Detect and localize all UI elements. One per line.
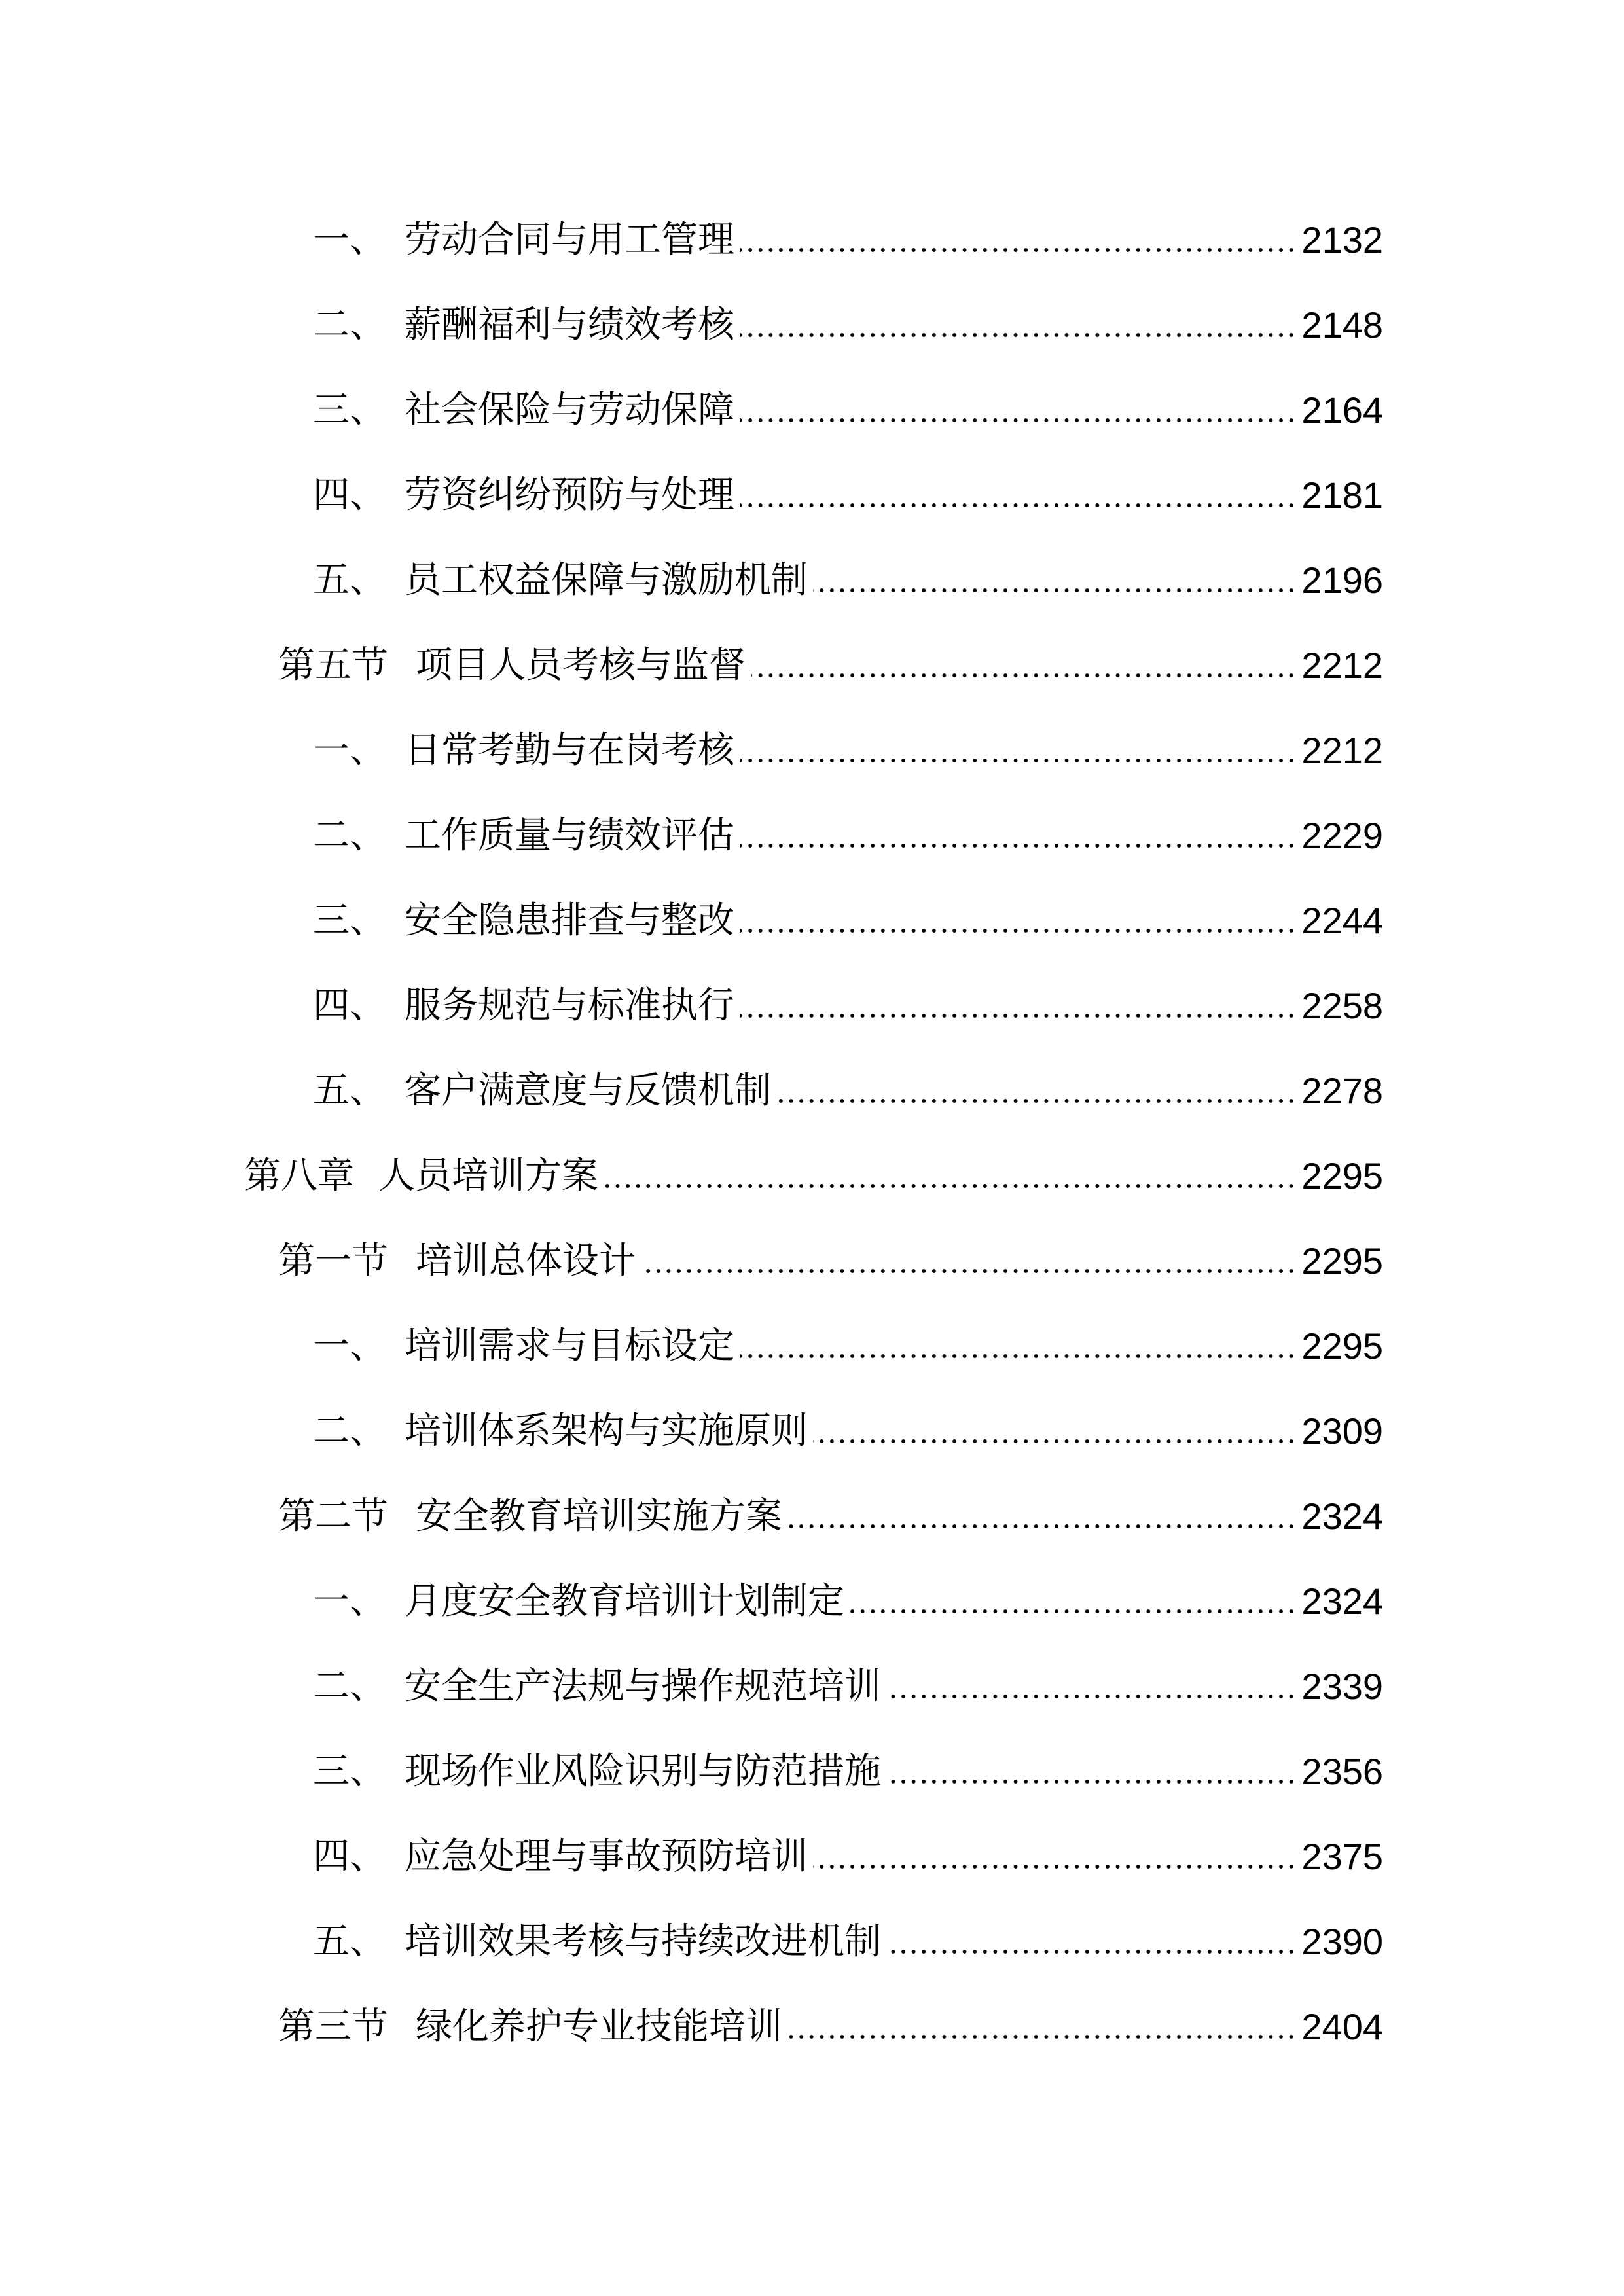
dot-leader xyxy=(813,587,1296,594)
toc-entry-title: 日常考勤与在岗考核 xyxy=(405,729,734,772)
toc-entry-title: 项目人员考核与监督 xyxy=(416,644,746,687)
toc-entry-number: 三、 xyxy=(313,899,386,942)
dot-leader xyxy=(740,842,1296,849)
toc-entry[interactable] xyxy=(313,891,1383,950)
dot-leader xyxy=(641,1268,1296,1274)
toc-entry-page: 2164 xyxy=(1301,389,1383,431)
dot-leader xyxy=(850,1608,1296,1615)
toc-entry-title: 劳动合同与用工管理 xyxy=(405,219,734,261)
toc-entry-number: 二、 xyxy=(313,304,386,346)
toc-entry[interactable] xyxy=(313,1912,1383,1971)
toc-entry[interactable] xyxy=(313,806,1383,865)
toc-entry-number: 第五节 xyxy=(278,644,388,687)
toc-entry-page: 2295 xyxy=(1301,1155,1383,1196)
toc-entry-title: 安全隐患排查与整改 xyxy=(405,899,734,942)
dot-leader xyxy=(740,1013,1296,1019)
dot-leader xyxy=(751,672,1296,679)
toc-entry-title: 绿化养护专业技能培训 xyxy=(416,2005,782,2048)
dot-leader xyxy=(740,417,1296,423)
dot-leader xyxy=(740,927,1296,934)
toc-entry-title: 应急处理与事故预防培训 xyxy=(405,1835,808,1878)
toc-entry[interactable] xyxy=(313,1402,1383,1461)
toc-entry[interactable] xyxy=(313,1827,1383,1886)
dot-leader xyxy=(787,1523,1296,1530)
toc-entry-title: 员工权益保障与激励机制 xyxy=(405,559,808,601)
toc-entry[interactable] xyxy=(313,977,1383,1035)
toc-entry[interactable] xyxy=(313,1062,1383,1121)
dot-leader xyxy=(740,332,1296,338)
toc-entry-title: 培训效果考核与持续改进机制 xyxy=(405,1920,881,1963)
toc-entry-title: 社会保险与劳动保障 xyxy=(405,389,734,431)
toc-entry-number: 五、 xyxy=(313,1920,386,1963)
toc-entry-page: 2295 xyxy=(1301,1240,1383,1282)
toc-entry-page: 2132 xyxy=(1301,219,1383,260)
toc-entry-page: 2244 xyxy=(1301,900,1383,941)
dot-leader xyxy=(813,1863,1296,1870)
toc-entry-page: 2212 xyxy=(1301,730,1383,771)
toc-entry[interactable] xyxy=(313,1657,1383,1716)
toc-entry-title: 培训需求与目标设定 xyxy=(405,1325,734,1367)
toc-entry-page: 2404 xyxy=(1301,2006,1383,2047)
toc-entry-title: 劳资纠纷预防与处理 xyxy=(405,474,734,516)
toc-entry-page: 2309 xyxy=(1301,1410,1383,1452)
toc-entry[interactable] xyxy=(313,721,1383,780)
toc-entry[interactable] xyxy=(278,636,1383,695)
toc-entry-number: 一、 xyxy=(313,1325,386,1367)
toc-entry-page: 2375 xyxy=(1301,1836,1383,1877)
toc-entry-number: 一、 xyxy=(313,1580,386,1623)
toc-entry-number: 二、 xyxy=(313,1410,386,1452)
toc-entry-title: 服务规范与标准执行 xyxy=(405,984,734,1027)
toc-entry[interactable] xyxy=(278,1487,1383,1546)
dot-leader xyxy=(787,2034,1296,2040)
dot-leader xyxy=(740,1353,1296,1359)
toc-entry-number: 第八章 xyxy=(244,1155,354,1197)
toc-entry-number: 四、 xyxy=(313,474,386,516)
toc-entry-title: 薪酬福利与绩效考核 xyxy=(405,304,734,346)
toc-entry-page: 2324 xyxy=(1301,1581,1383,1622)
toc-entry[interactable] xyxy=(313,296,1383,355)
toc-entry-title: 工作质量与绩效评估 xyxy=(405,814,734,857)
toc-entry-page: 2324 xyxy=(1301,1496,1383,1537)
toc-entry[interactable] xyxy=(313,1742,1383,1801)
toc-entry[interactable] xyxy=(278,1998,1383,2056)
toc-entry-page: 2258 xyxy=(1301,985,1383,1026)
dot-leader xyxy=(740,502,1296,509)
toc-entry-number: 三、 xyxy=(313,1750,386,1793)
toc-entry-number: 一、 xyxy=(313,729,386,772)
toc-entry-page: 2339 xyxy=(1301,1666,1383,1707)
toc-entry[interactable] xyxy=(313,211,1383,270)
toc-entry-page: 2390 xyxy=(1301,1921,1383,1962)
toc-entry-number: 第三节 xyxy=(278,2005,388,2048)
dot-leader xyxy=(886,1693,1296,1700)
toc-entry-title: 培训总体设计 xyxy=(416,1240,636,1282)
dot-leader xyxy=(813,1438,1296,1444)
toc-entry[interactable] xyxy=(313,551,1383,610)
toc-entry-page: 2278 xyxy=(1301,1070,1383,1111)
toc-entry[interactable] xyxy=(313,1572,1383,1631)
toc-entry[interactable] xyxy=(313,1317,1383,1376)
toc-entry-title: 现场作业风险识别与防范措施 xyxy=(405,1750,881,1793)
toc-entry[interactable] xyxy=(278,1232,1383,1291)
toc-entry[interactable] xyxy=(244,1147,1383,1206)
toc-entry[interactable] xyxy=(313,466,1383,525)
toc-entry[interactable] xyxy=(313,381,1383,440)
dot-leader xyxy=(740,757,1296,764)
toc-entry-page: 2229 xyxy=(1301,815,1383,856)
dot-leader xyxy=(886,1948,1296,1955)
dot-leader xyxy=(776,1098,1296,1104)
toc-entry-title: 客户满意度与反馈机制 xyxy=(405,1069,771,1112)
toc-entry-page: 2181 xyxy=(1301,475,1383,516)
toc-entry-number: 第一节 xyxy=(278,1240,388,1282)
dot-leader xyxy=(886,1778,1296,1785)
toc-entry-number: 四、 xyxy=(313,1835,386,1878)
toc-entry-page: 2295 xyxy=(1301,1325,1383,1367)
toc-entry-page: 2148 xyxy=(1301,304,1383,346)
toc-entry-page: 2196 xyxy=(1301,560,1383,601)
toc-entry-number: 二、 xyxy=(313,1665,386,1708)
toc-entry-number: 一、 xyxy=(313,219,386,261)
toc-entry-number: 四、 xyxy=(313,984,386,1027)
toc-entry-title: 人员培训方案 xyxy=(378,1155,598,1197)
toc-entry-title: 培训体系架构与实施原则 xyxy=(405,1410,808,1452)
toc-entry-page: 2356 xyxy=(1301,1751,1383,1792)
toc-entry-number: 二、 xyxy=(313,814,386,857)
toc-entry-title: 安全教育培训实施方案 xyxy=(416,1495,782,1537)
toc-entry-number: 五、 xyxy=(313,559,386,601)
toc-entry-page: 2212 xyxy=(1301,645,1383,686)
toc-entry-title: 月度安全教育培训计划制定 xyxy=(405,1580,844,1623)
toc-entry-number: 三、 xyxy=(313,389,386,431)
dot-leader xyxy=(740,247,1296,253)
dot-leader xyxy=(604,1183,1296,1189)
toc-entry-title: 安全生产法规与操作规范培训 xyxy=(405,1665,881,1708)
toc-entry-number: 五、 xyxy=(313,1069,386,1112)
toc-entry-number: 第二节 xyxy=(278,1495,388,1537)
